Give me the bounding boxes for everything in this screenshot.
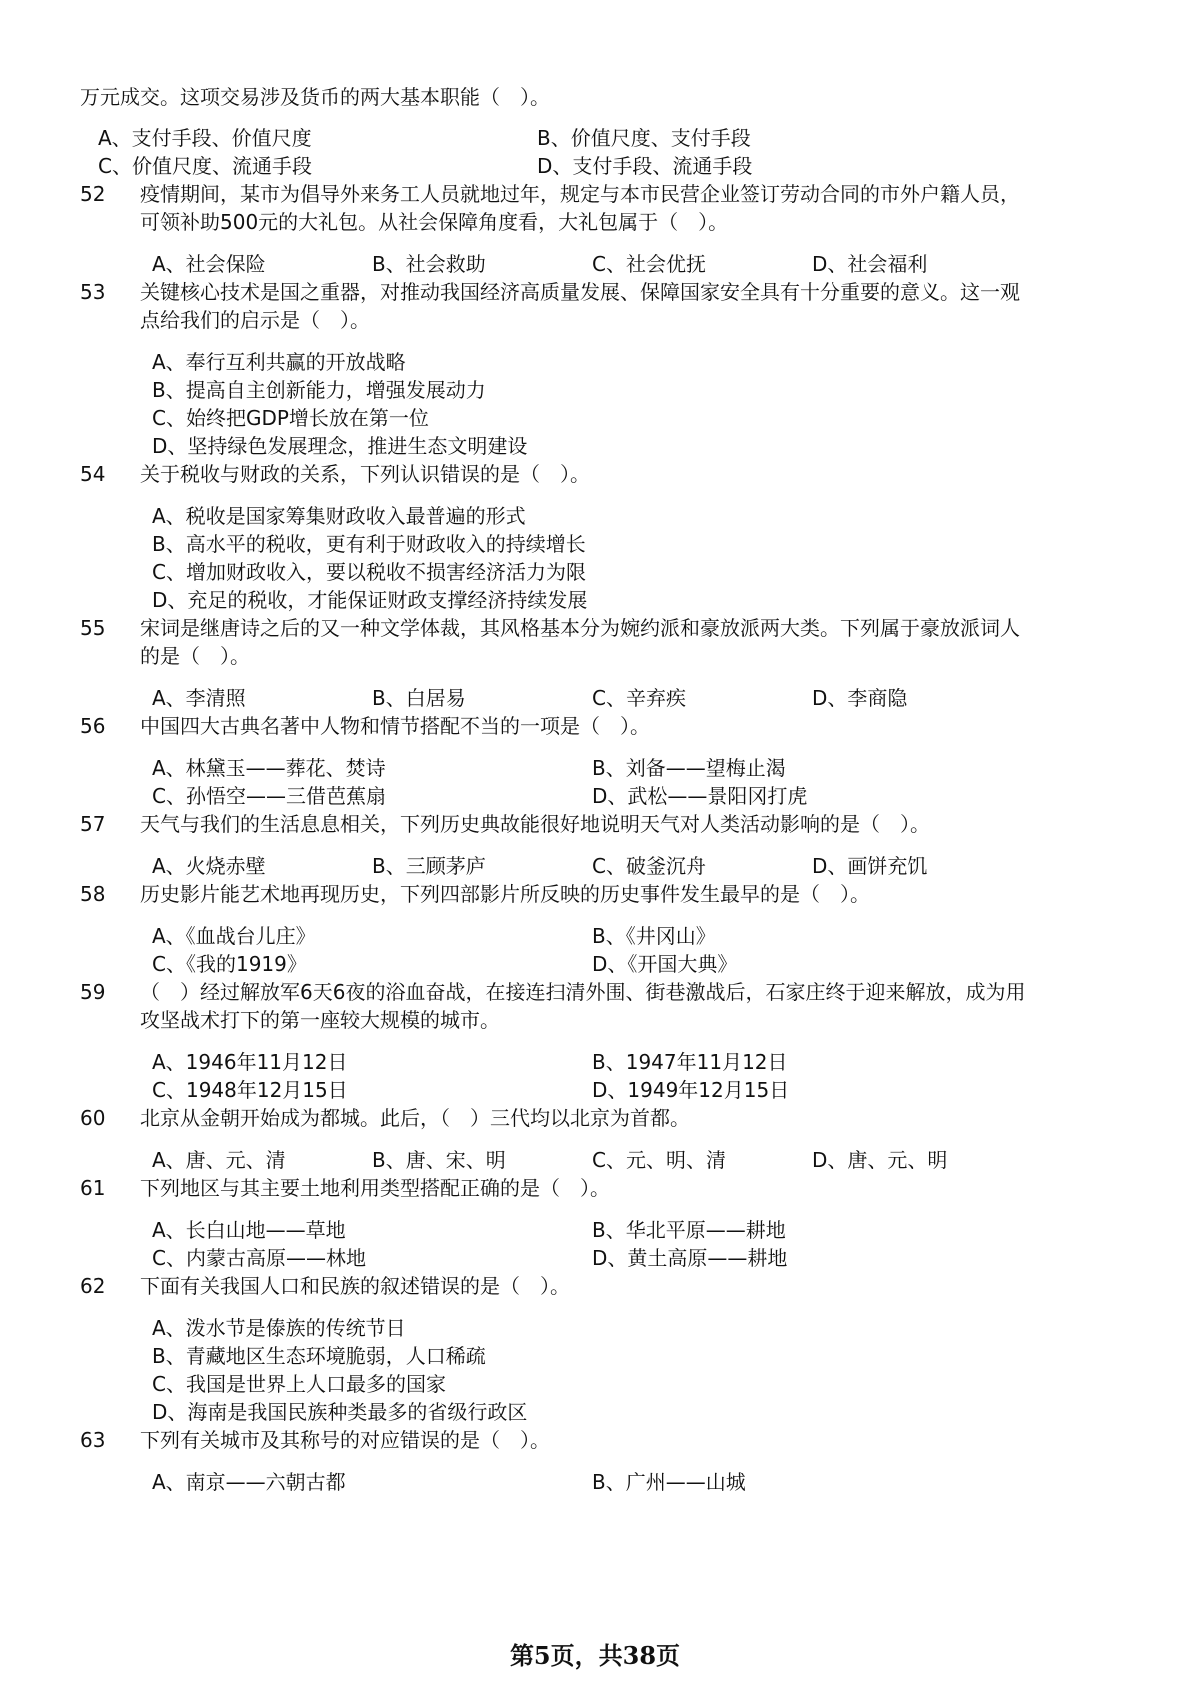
option-d: D、画饼充饥 bbox=[812, 854, 928, 878]
option-d: D、唐、元、明 bbox=[812, 1148, 948, 1172]
question-number: 59 bbox=[80, 980, 106, 1004]
option-a: A、税收是国家筹集财政收入最普遍的形式 bbox=[152, 504, 526, 528]
option-c: C、元、明、清 bbox=[592, 1148, 726, 1172]
question-text-line: 疫情期间，某市为倡导外来务工人员就地过年，规定与本市民营企业签订劳动合同的市外户籍人员， bbox=[140, 182, 1020, 206]
question-number: 57 bbox=[80, 812, 106, 836]
page-footer: 第5页，共38页 bbox=[509, 1641, 681, 1670]
question-text-line: 中国四大古典名著中人物和情节搭配不当的一项是（ ）。 bbox=[140, 714, 650, 738]
option-a: A、社会保险 bbox=[152, 252, 266, 276]
option-c: C、内蒙古高原——林地 bbox=[152, 1246, 366, 1270]
question-text-line: 北京从金朝开始成为都城。此后，（ ）三代均以北京为首都。 bbox=[140, 1106, 690, 1130]
question-text-line: 的是（ ）。 bbox=[140, 644, 250, 668]
option-b: B、白居易 bbox=[372, 686, 466, 710]
option-c: C、辛弃疾 bbox=[592, 686, 686, 710]
question-number: 53 bbox=[80, 280, 106, 304]
option-c: C、《我的1919》 bbox=[152, 952, 307, 976]
option-b: B、华北平原——耕地 bbox=[592, 1218, 786, 1242]
option-c: C、破釜沉舟 bbox=[592, 854, 706, 878]
option-a: A、泼水节是傣族的传统节日 bbox=[152, 1316, 406, 1340]
option-c: C、我国是世界上人口最多的国家 bbox=[152, 1372, 446, 1396]
question-number: 52 bbox=[80, 182, 106, 206]
option-c: C、始终把GDP增长放在第一位 bbox=[152, 406, 429, 430]
question-number: 54 bbox=[80, 462, 106, 486]
question-text-line: 点给我们的启示是（ ）。 bbox=[140, 308, 370, 332]
question-text-line: 宋词是继唐诗之后的又一种文学体裁，其风格基本分为婉约派和豪放派两大类。下列属于豪放派词人 bbox=[140, 616, 1020, 640]
option-b: B、刘备——望梅止渴 bbox=[592, 756, 786, 780]
option-a: A、李清照 bbox=[152, 686, 246, 710]
option-b: B、1947年11月12日 bbox=[592, 1050, 788, 1074]
question-text-line: （ ）经过解放军6天6夜的浴血奋战，在接连扫清外围、街巷激战后，石家庄终于迎来解放，成为用 bbox=[140, 980, 1026, 1004]
option-a: A、奉行互利共赢的开放战略 bbox=[152, 350, 406, 374]
question-number: 56 bbox=[80, 714, 106, 738]
option-a: A、《血战台儿庄》 bbox=[152, 924, 316, 948]
question-text-line: 下面有关我国人口和民族的叙述错误的是（ ）。 bbox=[140, 1274, 570, 1298]
option-d: D、1949年12月15日 bbox=[592, 1078, 790, 1102]
question-number: 58 bbox=[80, 882, 106, 906]
option-d: D、黄土高原——耕地 bbox=[592, 1246, 788, 1270]
question-text-line: 下列地区与其主要土地利用类型搭配正确的是（ ）。 bbox=[140, 1176, 610, 1200]
question-number: 60 bbox=[80, 1106, 106, 1130]
option-c: C、增加财政收入，要以税收不损害经济活力为限 bbox=[152, 560, 586, 584]
option-b: B、《井冈山》 bbox=[592, 924, 716, 948]
question-text-line: 攻坚战术打下的第一座较大规模的城市。 bbox=[140, 1008, 500, 1032]
option-a: A、支付手段、价值尺度 bbox=[98, 126, 312, 150]
question-text-line: 历史影片能艺术地再现历史，下列四部影片所反映的历史事件发生最早的是（ ）。 bbox=[140, 882, 870, 906]
option-b: B、社会救助 bbox=[372, 252, 486, 276]
option-b: B、高水平的税收，更有利于财政收入的持续增长 bbox=[152, 532, 586, 556]
question-text-line: 天气与我们的生活息息相关，下列历史典故能很好地说明天气对人类活动影响的是（ ）。 bbox=[140, 812, 930, 836]
option-d: D、武松——景阳冈打虎 bbox=[592, 784, 808, 808]
question-number: 63 bbox=[80, 1428, 106, 1452]
option-c: C、价值尺度、流通手段 bbox=[98, 154, 312, 178]
option-b: B、广州——山城 bbox=[592, 1470, 746, 1494]
option-d: D、充足的税收，才能保证财政支撑经济持续发展 bbox=[152, 588, 588, 612]
option-a: A、长白山地——草地 bbox=[152, 1218, 346, 1242]
option-d: D、《开国大典》 bbox=[592, 952, 738, 976]
option-a: A、南京——六朝古都 bbox=[152, 1470, 346, 1494]
option-c: C、孙悟空——三借芭蕉扇 bbox=[152, 784, 386, 808]
option-b: B、提高自主创新能力，增强发展动力 bbox=[152, 378, 486, 402]
question-text-line: 关于税收与财政的关系，下列认识错误的是（ ）。 bbox=[140, 462, 590, 486]
option-d: D、坚持绿色发展理念，推进生态文明建设 bbox=[152, 434, 528, 458]
question-text-line: 下列有关城市及其称号的对应错误的是（ ）。 bbox=[140, 1428, 550, 1452]
option-c: C、1948年12月15日 bbox=[152, 1078, 348, 1102]
question-number: 55 bbox=[80, 616, 106, 640]
option-b: B、三顾茅庐 bbox=[372, 854, 486, 878]
option-d: D、海南是我国民族种类最多的省级行政区 bbox=[152, 1400, 528, 1424]
option-a: A、林黛玉——葬花、焚诗 bbox=[152, 756, 386, 780]
option-a: A、唐、元、清 bbox=[152, 1148, 286, 1172]
option-a: A、1946年11月12日 bbox=[152, 1050, 348, 1074]
option-c: C、社会优抚 bbox=[592, 252, 706, 276]
question-text-line: 关键核心技术是国之重器，对推动我国经济高质量发展、保障国家安全具有十分重要的意义。这一观 bbox=[140, 280, 1020, 304]
question-continuation-text: 万元成交。这项交易涉及货币的两大基本职能（ ）。 bbox=[80, 85, 550, 109]
option-b: B、青藏地区生态环境脆弱，人口稀疏 bbox=[152, 1344, 486, 1368]
option-b: B、唐、宋、明 bbox=[372, 1148, 506, 1172]
option-d: D、李商隐 bbox=[812, 686, 908, 710]
question-number: 61 bbox=[80, 1176, 106, 1200]
option-d: D、支付手段、流通手段 bbox=[537, 154, 753, 178]
option-b: B、价值尺度、支付手段 bbox=[537, 126, 751, 150]
question-text-line: 可领补助500元的大礼包。从社会保障角度看，大礼包属于（ ）。 bbox=[140, 210, 729, 234]
question-number: 62 bbox=[80, 1274, 106, 1298]
option-a: A、火烧赤壁 bbox=[152, 854, 266, 878]
option-d: D、社会福利 bbox=[812, 252, 928, 276]
